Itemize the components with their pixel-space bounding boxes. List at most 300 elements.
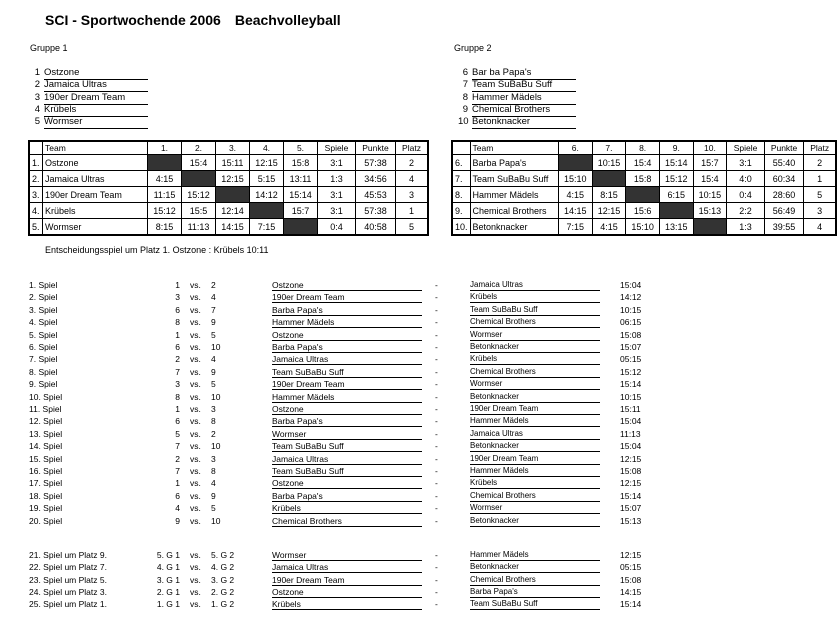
match-team-b: Wormser [470, 378, 600, 390]
match-team-a: Jamaica Ultras [272, 453, 422, 465]
team-list-item [30, 92, 150, 104]
match-label: 17. Spiel [29, 478, 63, 489]
table-header-cell: Platz [804, 141, 836, 155]
score-cell: 11:15 [148, 187, 182, 203]
match-team-b: Hammer Mädels [470, 415, 600, 427]
match-label: 24. Spiel um Platz 3. [29, 586, 107, 597]
vs-label: vs. [190, 292, 201, 303]
table-row [452, 155, 836, 171]
match-seed-a: 7 [175, 466, 180, 476]
table-header-row [452, 141, 836, 155]
match-label: 10. Spiel [29, 391, 63, 402]
match-team-b: 190er Dream Team [470, 453, 600, 465]
match-team-b: Wormser [470, 502, 600, 514]
row-index: 6. [452, 155, 470, 171]
match-score: 12:15 [620, 453, 642, 464]
vs-label: vs. [190, 379, 201, 390]
match-seed-b: 4 [211, 292, 216, 303]
match-row [0, 515, 837, 527]
row-team-name: Betonknacker [470, 219, 558, 236]
table-header-cell: 1. [148, 141, 182, 155]
match-label: 20. Spiel [29, 515, 63, 526]
table-header-cell: 7. [592, 141, 626, 155]
header-index-cell [452, 141, 470, 155]
match-seed-a: 3 [175, 379, 180, 390]
table-header-cell: 4. [250, 141, 284, 155]
match-seed-b: 5 [211, 503, 216, 514]
match-row [0, 477, 837, 489]
subtitle-text: Beachvolleyball [234, 12, 341, 28]
team-list-item [458, 104, 578, 116]
match-score: 15:13 [620, 515, 642, 526]
dash-separator: - [435, 466, 438, 476]
score-cell: 15:4 [693, 171, 727, 187]
score-cell: 15:8 [284, 155, 318, 171]
dash-separator: - [435, 574, 438, 585]
match-score: 15:04 [620, 280, 642, 290]
games-cell: 0:4 [727, 187, 765, 203]
match-team-a: Ostzone [272, 329, 422, 341]
vs-label: vs. [190, 562, 201, 573]
vs-label: vs. [190, 416, 201, 427]
vs-label: vs. [190, 441, 201, 452]
points-cell: 55:40 [764, 155, 804, 171]
match-team-b: Betonknacker [470, 391, 600, 403]
match-seed-a: 7 [175, 441, 180, 452]
score-cell: 12:15 [592, 203, 626, 219]
row-team-name: Chemical Brothers [470, 203, 558, 219]
table-row [29, 171, 428, 187]
match-row [0, 403, 837, 415]
team-number: 3 [34, 91, 40, 103]
match-seed-b: 5 [211, 379, 216, 390]
table-header-cell: Punkte [764, 141, 804, 155]
team-list-item [458, 67, 578, 79]
score-cell: 15:12 [659, 171, 693, 187]
self-match-cell [659, 203, 693, 219]
row-index: 9. [452, 203, 470, 219]
match-seed-a: 6 [175, 416, 180, 427]
match-score: 15:14 [620, 490, 642, 501]
team-name: Hammer Mädels [472, 92, 576, 105]
match-seed-b: 10 [211, 441, 221, 452]
rank-cell: 2 [396, 155, 429, 171]
title-text: SCI - Sportwochende 2006 [45, 12, 221, 28]
table-row [452, 171, 836, 187]
match-seed-b: 8 [211, 466, 216, 476]
vs-label: vs. [190, 280, 201, 290]
dash-separator: - [435, 453, 438, 464]
points-cell: 60:34 [764, 171, 804, 187]
match-row [0, 378, 837, 390]
table-header-cell: 10. [693, 141, 727, 155]
vs-label: vs. [190, 503, 201, 514]
match-score: 06:15 [620, 317, 642, 328]
dash-separator: - [435, 550, 438, 560]
match-seed-a: 1 [175, 329, 180, 340]
score-cell: 10:15 [693, 187, 727, 203]
match-label: 21. Spiel um Platz 9. [29, 550, 107, 560]
points-cell: 34:56 [356, 171, 396, 187]
rank-cell: 5 [804, 187, 836, 203]
group1-standings-table [28, 140, 429, 236]
match-seed-b: 4. G 2 [211, 562, 235, 573]
table-header-cell: 3. [216, 141, 250, 155]
rank-cell: 1 [804, 171, 836, 187]
table-header-cell: 2. [182, 141, 216, 155]
match-label: 19. Spiel [29, 503, 63, 514]
team-list-item [458, 92, 578, 104]
table-row [29, 155, 428, 171]
match-team-b: Wormser [470, 329, 600, 341]
vs-label: vs. [190, 428, 201, 439]
team-name: 190er Dream Team [44, 92, 148, 105]
match-label: 6. Spiel [29, 342, 58, 352]
match-team-a: Team SuBaBu Suff [272, 440, 422, 452]
match-seed-b: 10 [211, 342, 221, 352]
row-team-name: Team SuBaBu Suff [470, 171, 558, 187]
match-score: 15:08 [620, 574, 642, 585]
match-row [0, 329, 837, 341]
match-team-b: Hammer Mädels [470, 465, 600, 477]
table-header-row [29, 141, 428, 155]
vs-label: vs. [190, 550, 201, 560]
team-name: Bar ba Papa's [472, 67, 576, 80]
dash-separator: - [435, 599, 438, 610]
vs-label: vs. [190, 342, 201, 352]
match-row [0, 341, 837, 353]
match-team-b: Krübels [470, 291, 600, 303]
match-score: 15:12 [620, 366, 642, 377]
match-team-b: Chemical Brothers [470, 574, 600, 586]
table-header-cell: Punkte [356, 141, 396, 155]
match-team-a: Krübels [272, 502, 422, 514]
team-number: 2 [34, 79, 40, 91]
score-cell: 15:8 [626, 171, 660, 187]
match-team-a: Jamaica Ultras [272, 353, 422, 365]
match-team-b: Team SuBaBu Suff [470, 598, 600, 610]
dash-separator: - [435, 329, 438, 340]
match-seed-b: 5 [211, 329, 216, 340]
score-cell: 12:15 [216, 171, 250, 187]
team-number: 4 [34, 103, 40, 115]
match-seed-a: 8 [175, 391, 180, 402]
score-cell: 15:4 [182, 155, 216, 171]
score-cell: 11:13 [182, 219, 216, 236]
match-team-b: Betonknacker [470, 341, 600, 353]
match-seed-b: 9 [211, 317, 216, 328]
match-label: 25. Spiel um Platz 1. [29, 599, 107, 610]
self-match-cell [216, 187, 250, 203]
match-label: 23. Spiel um Platz 5. [29, 574, 107, 585]
rank-cell: 4 [804, 219, 836, 236]
points-cell: 57:38 [356, 155, 396, 171]
match-row [0, 366, 837, 378]
score-cell: 10:15 [592, 155, 626, 171]
table-header-cell: Team [470, 141, 558, 155]
vs-label: vs. [190, 574, 201, 585]
match-label: 22. Spiel um Platz 7. [29, 562, 107, 573]
match-seed-a: 8 [175, 317, 180, 328]
games-cell: 3:1 [318, 187, 356, 203]
points-cell: 39:55 [764, 219, 804, 236]
games-cell: 3:1 [318, 203, 356, 219]
row-team-name: Krübels [43, 203, 148, 219]
group2-label: Gruppe 2 [454, 43, 492, 53]
team-name: Chemical Brothers [472, 104, 576, 117]
match-seed-a: 1. G 1 [156, 599, 180, 610]
match-label: 9. Spiel [29, 379, 58, 390]
score-cell: 13:11 [284, 171, 318, 187]
score-cell: 15:12 [148, 203, 182, 219]
match-seed-a: 5. G 1 [156, 550, 180, 560]
table-header-cell: 6. [558, 141, 592, 155]
games-cell: 1:3 [318, 171, 356, 187]
row-index: 1. [29, 155, 43, 171]
match-team-b: Betonknacker [470, 515, 600, 527]
match-seed-b: 1. G 2 [211, 599, 235, 610]
group1-label: Gruppe 1 [30, 43, 68, 53]
self-match-cell [626, 187, 660, 203]
match-label: 15. Spiel [29, 453, 63, 464]
games-cell: 3:1 [727, 155, 765, 171]
match-score: 15:14 [620, 379, 642, 390]
score-cell: 15:10 [558, 171, 592, 187]
points-cell: 57:38 [356, 203, 396, 219]
match-score: 15:04 [620, 416, 642, 427]
score-cell: 15:4 [626, 155, 660, 171]
row-team-name: Wormser [43, 219, 148, 236]
points-cell: 40:58 [356, 219, 396, 236]
games-cell: 3:1 [318, 155, 356, 171]
match-row [0, 428, 837, 440]
match-score: 14:15 [620, 586, 642, 597]
match-seed-a: 6 [175, 490, 180, 501]
match-row [0, 316, 837, 328]
points-cell: 28:60 [764, 187, 804, 203]
team-list-item [458, 79, 578, 91]
match-seed-a: 2. G 1 [156, 586, 180, 597]
row-index: 7. [452, 171, 470, 187]
team-number: 1 [34, 67, 40, 78]
match-row [0, 502, 837, 514]
match-score: 05:15 [620, 562, 642, 573]
dash-separator: - [435, 404, 438, 414]
match-seed-b: 5. G 2 [211, 550, 235, 560]
table-row [29, 219, 428, 236]
table-header-cell: 9. [659, 141, 693, 155]
self-match-cell [693, 219, 727, 236]
score-cell: 15:6 [626, 203, 660, 219]
match-team-a: Hammer Mädels [272, 316, 422, 328]
match-row [0, 549, 837, 561]
match-row [0, 561, 837, 573]
team-list-item [30, 104, 150, 116]
table-row [452, 187, 836, 203]
match-score: 12:15 [620, 550, 642, 560]
match-seed-b: 3 [211, 404, 216, 414]
dash-separator: - [435, 280, 438, 290]
table-header-cell: Team [43, 141, 148, 155]
match-seed-a: 1 [175, 478, 180, 489]
match-team-a: Hammer Mädels [272, 391, 422, 403]
dash-separator: - [435, 562, 438, 573]
match-row [0, 279, 837, 291]
match-seed-a: 5 [175, 428, 180, 439]
match-label: 12. Spiel [29, 416, 63, 427]
match-team-a: Wormser [272, 549, 422, 561]
vs-label: vs. [190, 391, 201, 402]
team-number: 7 [462, 79, 468, 91]
match-score: 10:15 [620, 391, 642, 402]
score-cell: 15:14 [659, 155, 693, 171]
match-row [0, 440, 837, 452]
score-cell: 15:7 [693, 155, 727, 171]
dash-separator: - [435, 586, 438, 597]
match-score: 15:14 [620, 599, 642, 610]
match-row [0, 353, 837, 365]
self-match-cell [284, 219, 318, 236]
points-cell: 56:49 [764, 203, 804, 219]
match-team-a: Ostzone [272, 403, 422, 415]
row-team-name: Ostzone [43, 155, 148, 171]
match-label: 4. Spiel [29, 317, 58, 328]
table-row [29, 203, 428, 219]
team-name: Krübels [44, 104, 148, 117]
match-row [0, 391, 837, 403]
match-team-a: Chemical Brothers [272, 515, 422, 527]
match-seed-b: 2 [211, 428, 216, 439]
match-seed-a: 9 [175, 515, 180, 526]
table-row [29, 187, 428, 203]
score-cell: 12:15 [250, 155, 284, 171]
match-seed-b: 2. G 2 [211, 586, 235, 597]
match-seed-a: 1 [175, 404, 180, 414]
dash-separator: - [435, 342, 438, 352]
match-team-b: Team SuBaBu Suff [470, 304, 600, 316]
dash-separator: - [435, 416, 438, 427]
header-index-cell [29, 141, 43, 155]
match-label: 18. Spiel [29, 490, 63, 501]
match-seed-b: 4 [211, 478, 216, 489]
rank-cell: 4 [396, 171, 429, 187]
match-score: 11:13 [620, 428, 641, 439]
match-seed-b: 10 [211, 391, 221, 402]
team-number: 10 [458, 116, 469, 128]
row-index: 8. [452, 187, 470, 203]
dash-separator: - [435, 317, 438, 328]
match-team-a: Barba Papa's [272, 341, 422, 353]
rank-cell: 2 [804, 155, 836, 171]
rank-cell: 1 [396, 203, 429, 219]
match-seed-a: 3. G 1 [156, 574, 180, 585]
table-row [452, 203, 836, 219]
dash-separator: - [435, 478, 438, 489]
page-title [45, 12, 341, 28]
match-label: 3. Spiel [29, 304, 58, 315]
table-header-cell: Spiele [727, 141, 765, 155]
match-team-b: Krübels [470, 477, 600, 489]
score-cell: 6:15 [659, 187, 693, 203]
dash-separator: - [435, 515, 438, 526]
match-row [0, 291, 837, 303]
score-cell: 15:13 [693, 203, 727, 219]
team-number: 6 [462, 67, 468, 78]
row-team-name: 190er Dream Team [43, 187, 148, 203]
match-score: 15:08 [620, 466, 642, 476]
vs-label: vs. [190, 317, 201, 328]
score-cell: 8:15 [592, 187, 626, 203]
match-score: 10:15 [620, 304, 642, 315]
match-team-a: Ostzone [272, 279, 422, 291]
score-cell: 15:10 [626, 219, 660, 236]
match-team-a: Barba Papa's [272, 490, 422, 502]
score-cell: 14:15 [558, 203, 592, 219]
match-team-b: Chemical Brothers [470, 490, 600, 502]
vs-label: vs. [190, 490, 201, 501]
match-team-b: Chemical Brothers [470, 316, 600, 328]
dash-separator: - [435, 304, 438, 315]
match-team-b: Betonknacker [470, 561, 600, 573]
match-team-a: Ostzone [272, 586, 422, 598]
score-cell: 15:12 [182, 187, 216, 203]
vs-label: vs. [190, 478, 201, 489]
match-team-a: Team SuBaBu Suff [272, 465, 422, 477]
table-header-cell: Spiele [318, 141, 356, 155]
games-cell: 4:0 [727, 171, 765, 187]
match-score: 15:07 [620, 342, 642, 352]
match-team-b: Hammer Mädels [470, 549, 600, 561]
team-name: Wormser [44, 116, 148, 129]
row-team-name: Hammer Mädels [470, 187, 558, 203]
dash-separator: - [435, 428, 438, 439]
match-seed-b: 7 [211, 304, 216, 315]
row-index: 10. [452, 219, 470, 236]
table-header-cell: 8. [626, 141, 660, 155]
score-cell: 14:12 [250, 187, 284, 203]
match-team-a: Team SuBaBu Suff [272, 366, 422, 378]
match-score: 12:15 [620, 478, 642, 489]
match-seed-b: 10 [211, 515, 221, 526]
match-team-b: Jamaica Ultras [470, 279, 600, 291]
match-team-a: Ostzone [272, 477, 422, 489]
vs-label: vs. [190, 366, 201, 377]
match-score: 15:08 [620, 329, 642, 340]
games-cell: 0:4 [318, 219, 356, 236]
match-row [0, 598, 837, 610]
match-seed-b: 8 [211, 416, 216, 427]
rank-cell: 3 [396, 187, 429, 203]
dash-separator: - [435, 490, 438, 501]
match-team-b: Chemical Brothers [470, 366, 600, 378]
rank-cell: 5 [396, 219, 429, 236]
match-seed-a: 6 [175, 342, 180, 352]
team-name: Betonknacker [472, 116, 576, 129]
table-header-cell: Platz [396, 141, 429, 155]
vs-label: vs. [190, 354, 201, 365]
match-team-b: Barba Papa's [470, 586, 600, 598]
match-row [0, 453, 837, 465]
score-cell: 15:14 [284, 187, 318, 203]
row-index: 5. [29, 219, 43, 236]
team-name: Team SuBaBu Suff [472, 79, 576, 92]
score-cell: 14:15 [216, 219, 250, 236]
table-row [452, 219, 836, 236]
rank-cell: 3 [804, 203, 836, 219]
match-team-a: 190er Dream Team [272, 574, 422, 586]
match-seed-b: 3 [211, 453, 216, 464]
self-match-cell [148, 155, 182, 171]
